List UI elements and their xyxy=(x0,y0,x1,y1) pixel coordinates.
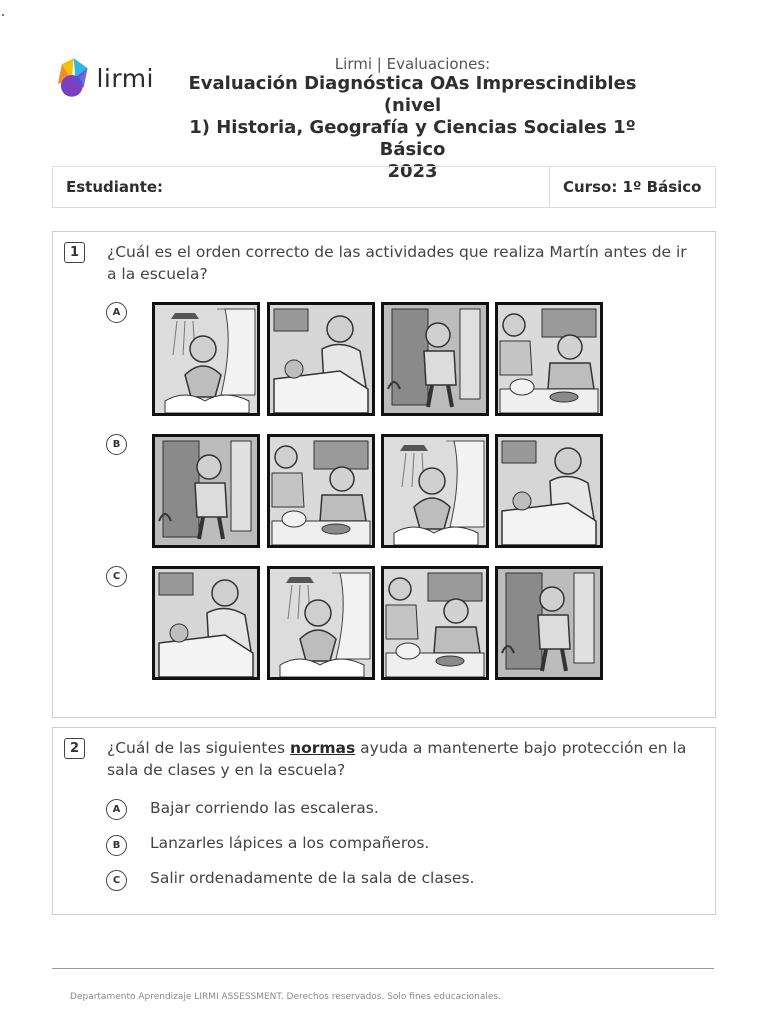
question-1 xyxy=(52,231,716,718)
option-a-text[interactable]: Bajar corriendo las escaleras. xyxy=(150,799,379,817)
illustration-wake-up xyxy=(270,305,372,413)
course-field xyxy=(550,167,715,207)
illustration-leave-door xyxy=(498,569,600,677)
picture-breakfast xyxy=(381,566,489,680)
picture-wake-up xyxy=(267,302,375,416)
option-c-button[interactable]: C xyxy=(106,870,127,891)
logo-wordmark: lirmi xyxy=(96,63,154,93)
illustration-shower xyxy=(384,437,486,545)
option-b-button[interactable]: B xyxy=(106,434,127,455)
student-label: Estudiante: xyxy=(66,178,164,196)
option-c-button[interactable]: C xyxy=(106,566,127,587)
footer-divider xyxy=(52,968,714,969)
document-header xyxy=(160,55,665,183)
course-label: Curso: 1º Básico xyxy=(563,178,702,196)
picture-leave-door xyxy=(381,302,489,416)
picture-wake-up xyxy=(152,566,260,680)
option-b-text[interactable]: Lanzarles lápices a los compañeros. xyxy=(150,834,430,852)
illustration-breakfast xyxy=(270,437,372,545)
question-text xyxy=(107,737,697,781)
title-line-1: Evaluación Diagnóstica OAs Imprescindibles (nivel xyxy=(188,73,637,116)
question-text-start: ¿Cuál de las siguientes xyxy=(107,739,291,757)
picture-shower xyxy=(381,434,489,548)
student-info-box xyxy=(52,166,716,208)
picture-shower xyxy=(152,302,260,416)
option-a-button[interactable]: A xyxy=(106,799,127,820)
question-2 xyxy=(52,727,716,915)
illustration-wake-up xyxy=(155,569,257,677)
question-text-end: ayuda a mantenerte bajo protección en la sala de clases y en la escuela? xyxy=(107,739,687,779)
illustration-breakfast xyxy=(384,569,486,677)
question-number: 2 xyxy=(64,738,85,759)
header-subtitle: Lirmi | Evaluaciones: xyxy=(334,55,491,73)
picture-leave-door xyxy=(152,434,260,548)
illustration-shower xyxy=(270,569,372,677)
illustration-wake-up xyxy=(498,437,600,545)
illustration-shower xyxy=(155,305,257,413)
lirmi-logo xyxy=(54,56,154,100)
picture-leave-door xyxy=(495,566,603,680)
student-field[interactable] xyxy=(53,167,550,207)
question-emphasis: normas xyxy=(290,739,356,757)
picture-breakfast xyxy=(495,302,603,416)
question-text: ¿Cuál es el orden correcto de las actividades que realiza Martín antes de ir a la escuela? xyxy=(107,243,687,283)
option-a-button[interactable]: A xyxy=(106,302,127,323)
title-line-3: 2023 xyxy=(387,161,438,182)
picture-shower xyxy=(267,566,375,680)
footer-text: Departamento Aprendizaje LIRMI ASSESSMENT. Derechos reservados. Solo fines educacionales. xyxy=(70,992,501,1002)
title-line-2: 1) Historia, Geografía y Ciencias Sociales 1º Básico xyxy=(189,117,636,160)
corner-mark xyxy=(2,14,4,16)
illustration-leave-door xyxy=(384,305,486,413)
option-c-text[interactable]: Salir ordenadamente de la sala de clases. xyxy=(150,869,475,887)
illustration-leave-door xyxy=(155,437,257,545)
picture-breakfast xyxy=(267,434,375,548)
question-number: 1 xyxy=(64,242,85,263)
illustration-breakfast xyxy=(498,305,600,413)
picture-wake-up xyxy=(495,434,603,548)
lirmi-logo-icon xyxy=(54,56,93,100)
option-b-button[interactable]: B xyxy=(106,835,127,856)
